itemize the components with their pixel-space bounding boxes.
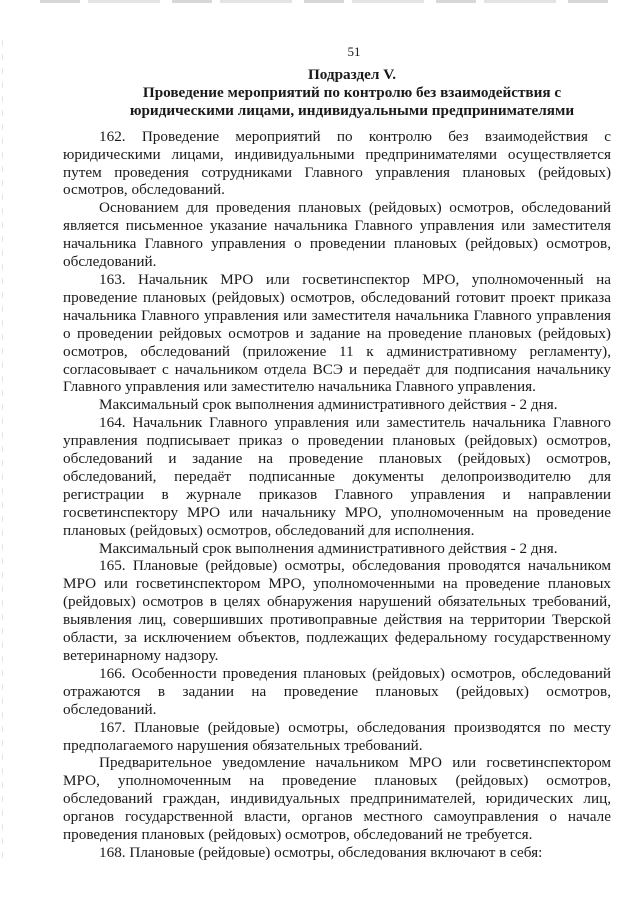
section-heading: Проведение мероприятий по контролю без взаимодействия с юридическими лицами, индивидуальными предпринимателями	[129, 83, 575, 119]
paragraph: 164. Начальник Главного управления или заместитель начальника Главного управления подписывает приказ о проведении плановых (рейдовых) осмотров, обследований и задание на проведение плановых (рейдовых) осмотров, обследований, передаёт подписанные документы делопроизводителю для регистрации в журнале приказов Главного управления и направлении госветинспектору МРО или начальнику МРО, уполномоченным на проведение плановых (рейдовых) осмотров, обследований для исполнения.	[63, 414, 611, 539]
paragraph: 163. Начальник МРО или госветинспектор МРО, уполномоченный на проведение плановых (рейдовых) осмотров, обследований готовит проект приказа начальника Главного управления или заместителя начальника Главного управления о проведении рейдовых осмотров и задание на проведение плановых (рейдовых) осмотров, обследований (приложение 11 к административному регламенту), согласовывает с начальником отдела ВСЭ и передаёт для подписания начальнику Главного управления или заместителю начальника Главного управления.	[63, 270, 611, 396]
paragraph: 167. Плановые (рейдовые) осмотры, обследования производятся по месту предполагаемого нарушения обязательных требований.	[63, 718, 611, 754]
scan-artifact-left	[2, 40, 3, 860]
paragraph: Предварительное уведомление начальником МРО или госветинспектором МРО, уполномоченным на проведение плановых (рейдовых) осмотров, обследований граждан, индивидуальных предпринимателей, юридических лиц, органов государственной власти, органов местного самоуправления о начале проведения плановых (рейдовых) осмотров, обследований не требуется.	[63, 754, 611, 844]
paragraph: Максимальный срок выполнения административного действия - 2 дня.	[99, 539, 558, 557]
paragraph: 165. Плановые (рейдовые) осмотры, обследования проводятся начальником МРО или госветинспектором МРО, уполномоченными на проведение плановых (рейдовых) осмотров в целях обнаружения нарушений обязательных требований, выявления лиц, совершивших противоправные действия на территории Тверской области, за исключением объектов, подлежащих федеральному государственному ветеринарному надзору.	[63, 557, 611, 664]
paragraph: Основанием для проведения плановых (рейдовых) осмотров, обследований является письменное указание начальника Главного управления или заместителя начальника Главного управления о проведении плановых (рейдовых) осмотров, обследований.	[63, 199, 611, 271]
document-body	[63, 66, 611, 862]
subsection-title: Подраздел V.	[307, 66, 397, 83]
paragraph: 162. Проведение мероприятий по контролю без взаимодействия с юридическими лицами, индивидуальными предпринимателями осуществляется путем проведения сотрудниками Главного управления плановых (рейдовых) осмотров, обследований.	[63, 127, 611, 199]
paragraph: 168. Плановые (рейдовые) осмотры, обследования включают в себя:	[99, 843, 543, 861]
paragraph: Максимальный срок выполнения административного действия - 2 дня.	[99, 396, 558, 414]
scan-artifact-top	[40, 0, 610, 3]
page-number: 51	[347, 44, 361, 59]
paragraph: 166. Особенности проведения плановых (рейдовых) осмотров, обследований отражаются в задании на проведение плановых (рейдовых) осмотров, обследований.	[63, 664, 611, 718]
